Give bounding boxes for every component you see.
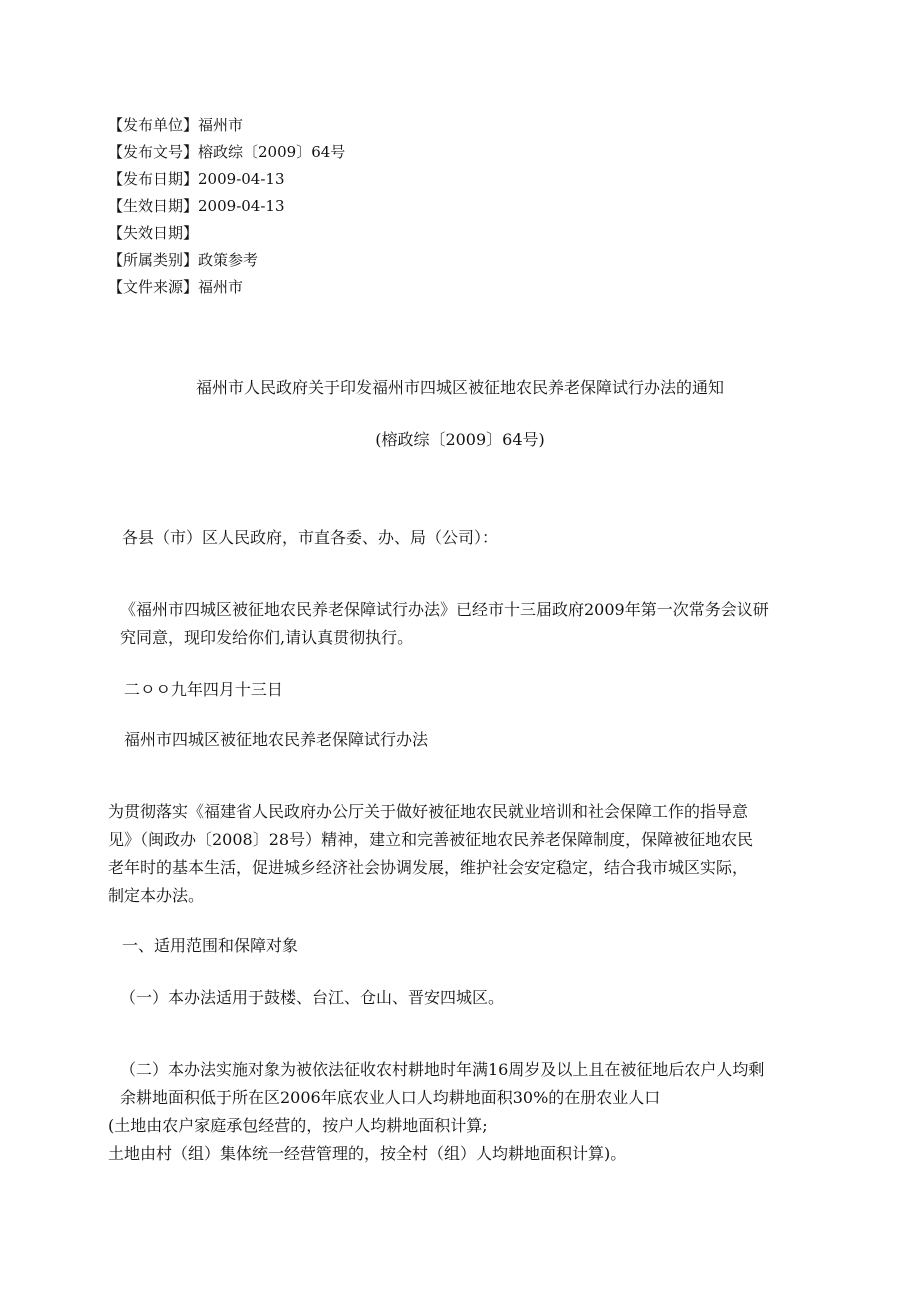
document-title: 福州市人民政府关于印发福州市四城区被征地农民养老保障试行办法的通知 <box>195 378 724 397</box>
intro-line: 制定本办法。 <box>108 886 205 905</box>
meta-value: 福州市 <box>198 116 244 134</box>
measures-title: 福州市四城区被征地农民养老保障试行办法 <box>124 730 429 749</box>
notice-paragraph <box>120 596 769 652</box>
meta-value: 榕政综〔2009〕64号 <box>198 143 346 161</box>
clause-2 <box>108 1056 764 1168</box>
meta-value: 2009-04-13 <box>198 170 285 188</box>
clause-line: （二）本办法实施对象为被依法征收农村耕地时年满16周岁及以上且在被征地后农户人均剩 <box>120 1060 765 1079</box>
meta-doc-number <box>108 139 345 166</box>
intro-line: 为贯彻落实《福建省人民政府办公厅关于做好被征地农民就业培训和社会保障工作的指导意 <box>108 802 749 821</box>
issue-date: 二ㅇㅇ九年四月十三日 <box>124 680 283 699</box>
clause-1: （一）本办法适用于鼓楼、台江、仓山、晋安四城区。 <box>120 988 505 1007</box>
meta-publish-date <box>108 166 345 193</box>
section-heading: 一、适用范围和保障对象 <box>122 936 299 955</box>
document-metadata <box>108 112 345 301</box>
meta-label: 【文件来源】 <box>108 278 199 296</box>
clause-line: 土地由村（组）集体统一经营管理的，按全村（组）人均耕地面积计算)。 <box>108 1144 627 1163</box>
clause-line: (土地由农户家庭承包经营的，按户人均耕地面积计算; <box>108 1116 488 1135</box>
meta-label: 【发布日期】 <box>108 170 199 188</box>
meta-expiry-date <box>108 220 345 247</box>
meta-source <box>108 274 345 301</box>
meta-label: 【发布文号】 <box>108 143 199 161</box>
meta-label: 【生效日期】 <box>108 197 199 215</box>
intro-line: 老年时的基本生活，促进城乡经济社会协调发展，维护社会安定稳定，结合我市城区实际， <box>108 858 749 877</box>
meta-label: 【发布单位】 <box>108 116 199 134</box>
addressee: 各县（市）区人民政府，市直各委、办、局（公司）： <box>122 528 499 547</box>
clause-line: 余耕地面积低于所在区2006年底农业人口人均耕地面积30%的在册农业人口 <box>120 1088 661 1107</box>
document-number: (榕政综〔2009〕64号) <box>375 430 545 449</box>
intro-paragraph <box>108 798 753 910</box>
intro-line: 见》（闽政办〔2008〕28号）精神，建立和完善被征地农民养老保障制度，保障被征地农民 <box>108 830 754 849</box>
meta-value: 政策参考 <box>198 251 259 269</box>
notice-line: 究同意，现印发给你们,请认真贯彻执行。 <box>120 628 414 647</box>
meta-effective-date <box>108 193 345 220</box>
notice-line: 《福州市四城区被征地农民养老保障试行办法》已经市十三届政府2009年第一次常务会议研 <box>120 600 769 619</box>
meta-publisher <box>108 112 345 139</box>
meta-category <box>108 247 345 274</box>
meta-label: 【所属类别】 <box>108 251 199 269</box>
meta-value: 福州市 <box>198 278 244 296</box>
meta-value: 2009-04-13 <box>198 197 285 215</box>
meta-label: 【失效日期】 <box>108 224 199 242</box>
